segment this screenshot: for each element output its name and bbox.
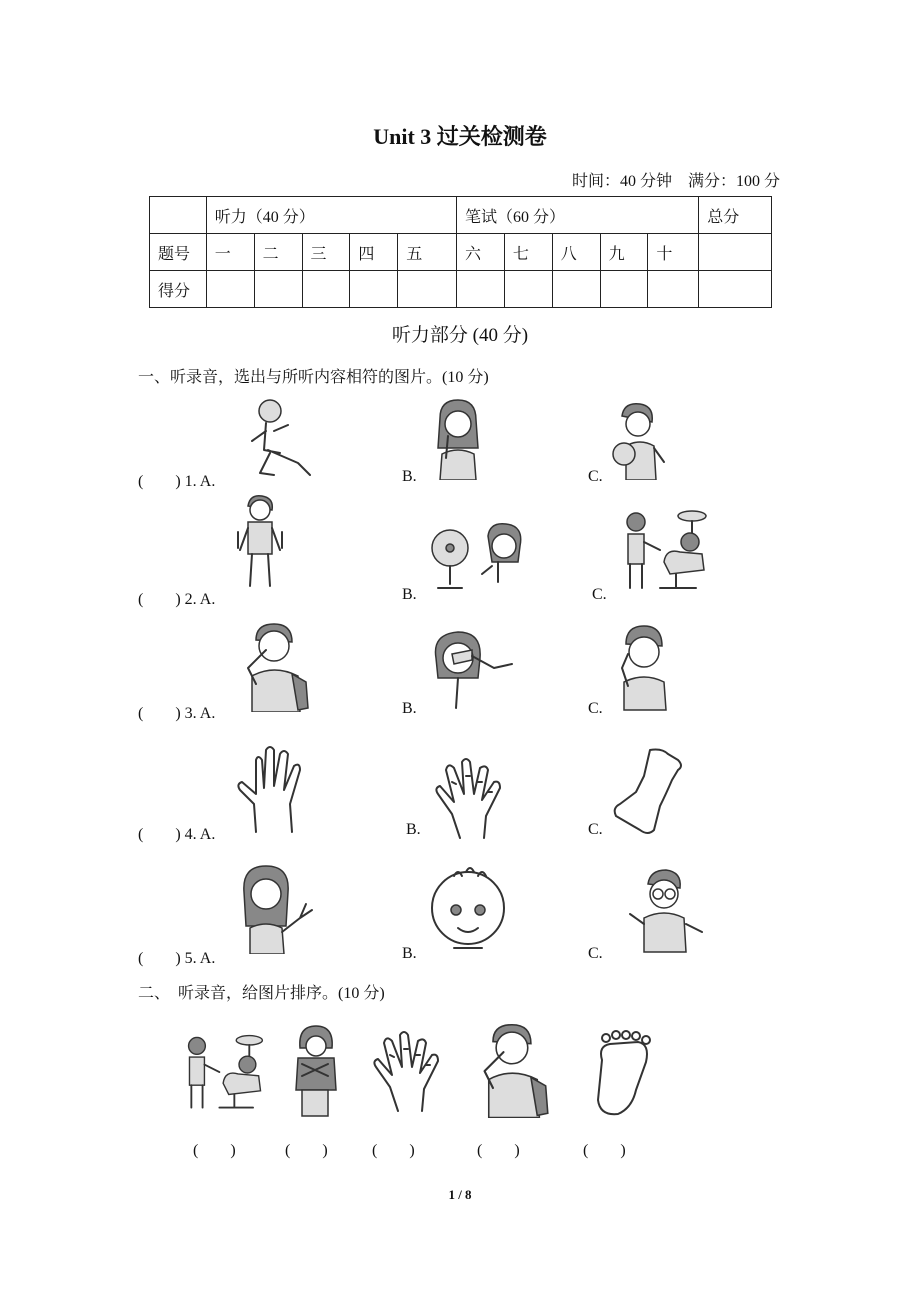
item-3-label: ( ) 3. A. — [138, 705, 216, 722]
question-number: 三 — [302, 234, 350, 271]
item-5-label: ( ) 5. A. — [138, 950, 216, 967]
item-4-option-c: C. — [588, 821, 603, 838]
boy-pointing-nose-icon — [474, 1020, 552, 1118]
page-title: Unit 3 过关检测卷 — [373, 124, 547, 149]
question-number: 一 — [206, 234, 254, 271]
score-cell[interactable] — [206, 271, 254, 308]
question-number: 八 — [552, 234, 600, 271]
time-score-info: 时间：40 分钟 满分：100 分 — [571, 173, 780, 190]
girl-covering-eyes-icon — [428, 628, 518, 712]
writing-header: 笔试（60 分） — [456, 197, 698, 234]
order-answer-blank[interactable]: ( ) — [372, 1142, 415, 1159]
shivering-boy-icon — [236, 492, 284, 592]
score-cell[interactable] — [350, 271, 398, 308]
item-1-option-b: B. — [402, 468, 417, 485]
question-1-heading: 一、听录音，选出与所听内容相符的图片。(10 分) — [138, 369, 489, 386]
question-number: 二 — [254, 234, 302, 271]
hand-with-marks-icon — [432, 752, 504, 840]
score-cell[interactable] — [552, 271, 600, 308]
number-row-label: 题号 — [150, 234, 207, 271]
total-cell — [699, 234, 772, 271]
girl-waving-icon — [236, 862, 318, 954]
score-cell[interactable] — [254, 271, 302, 308]
sitting-hot-boy-icon — [240, 395, 320, 480]
boy-touching-ear-icon — [614, 622, 674, 712]
foot-sole-icon — [588, 1030, 654, 1120]
question-number: 四 — [350, 234, 398, 271]
hair-salon-icon — [620, 508, 712, 594]
item-2-option-b: B. — [402, 586, 417, 603]
table-row — [150, 271, 772, 308]
question-number: 五 — [398, 234, 457, 271]
girl-with-electric-fan-icon — [428, 522, 528, 594]
item-5-option-c: C. — [588, 945, 603, 962]
cold-person-icon — [290, 1024, 340, 1120]
listening-header: 听力（40 分） — [206, 197, 456, 234]
item-2-label: ( ) 2. A. — [138, 591, 216, 608]
score-cell[interactable] — [504, 271, 552, 308]
item-1-label: ( ) 1. A. — [138, 473, 216, 490]
boy-pointing-nose-icon — [238, 620, 312, 712]
hair-salon-icon — [182, 1030, 268, 1116]
item-4-label: ( ) 4. A. — [138, 826, 216, 843]
hand-with-marks-icon — [370, 1024, 442, 1114]
page-number: 1 / 8 — [448, 1187, 472, 1202]
question-number: 六 — [456, 234, 504, 271]
score-cell[interactable] — [699, 271, 772, 308]
item-3-option-b: B. — [402, 700, 417, 717]
foot-icon — [612, 746, 688, 836]
question-number: 九 — [600, 234, 648, 271]
table-row — [150, 234, 772, 271]
order-answer-blank[interactable]: ( ) — [477, 1142, 520, 1159]
table-row — [150, 197, 772, 234]
item-3-option-c: C. — [588, 700, 603, 717]
question-number: 十 — [648, 234, 699, 271]
total-header: 总分 — [699, 197, 772, 234]
order-answer-blank[interactable]: ( ) — [285, 1142, 328, 1159]
score-cell[interactable] — [600, 271, 648, 308]
order-answer-blank[interactable]: ( ) — [193, 1142, 236, 1159]
score-cell[interactable] — [398, 271, 457, 308]
listening-section-title: 听力部分 (40 分) — [391, 325, 529, 346]
score-row-label: 得分 — [150, 271, 207, 308]
item-5-option-b: B. — [402, 945, 417, 962]
girl-touching-face-icon — [430, 398, 486, 480]
score-cell[interactable] — [456, 271, 504, 308]
score-cell[interactable] — [648, 271, 699, 308]
boy-with-fan-icon — [610, 398, 674, 480]
order-answer-blank[interactable]: ( ) — [583, 1142, 626, 1159]
table-cell-empty — [150, 197, 207, 234]
score-table — [149, 196, 772, 308]
item-4-option-b: B. — [406, 821, 421, 838]
score-cell[interactable] — [302, 271, 350, 308]
baby-face-icon — [424, 862, 512, 958]
hand-icon — [236, 744, 308, 834]
question-2-heading: 二、 听录音，给图片排序。(10 分) — [138, 985, 385, 1002]
item-1-option-c: C. — [588, 468, 603, 485]
question-number: 七 — [504, 234, 552, 271]
item-2-option-c: C. — [592, 586, 607, 603]
boy-with-glasses-icon — [622, 866, 712, 956]
